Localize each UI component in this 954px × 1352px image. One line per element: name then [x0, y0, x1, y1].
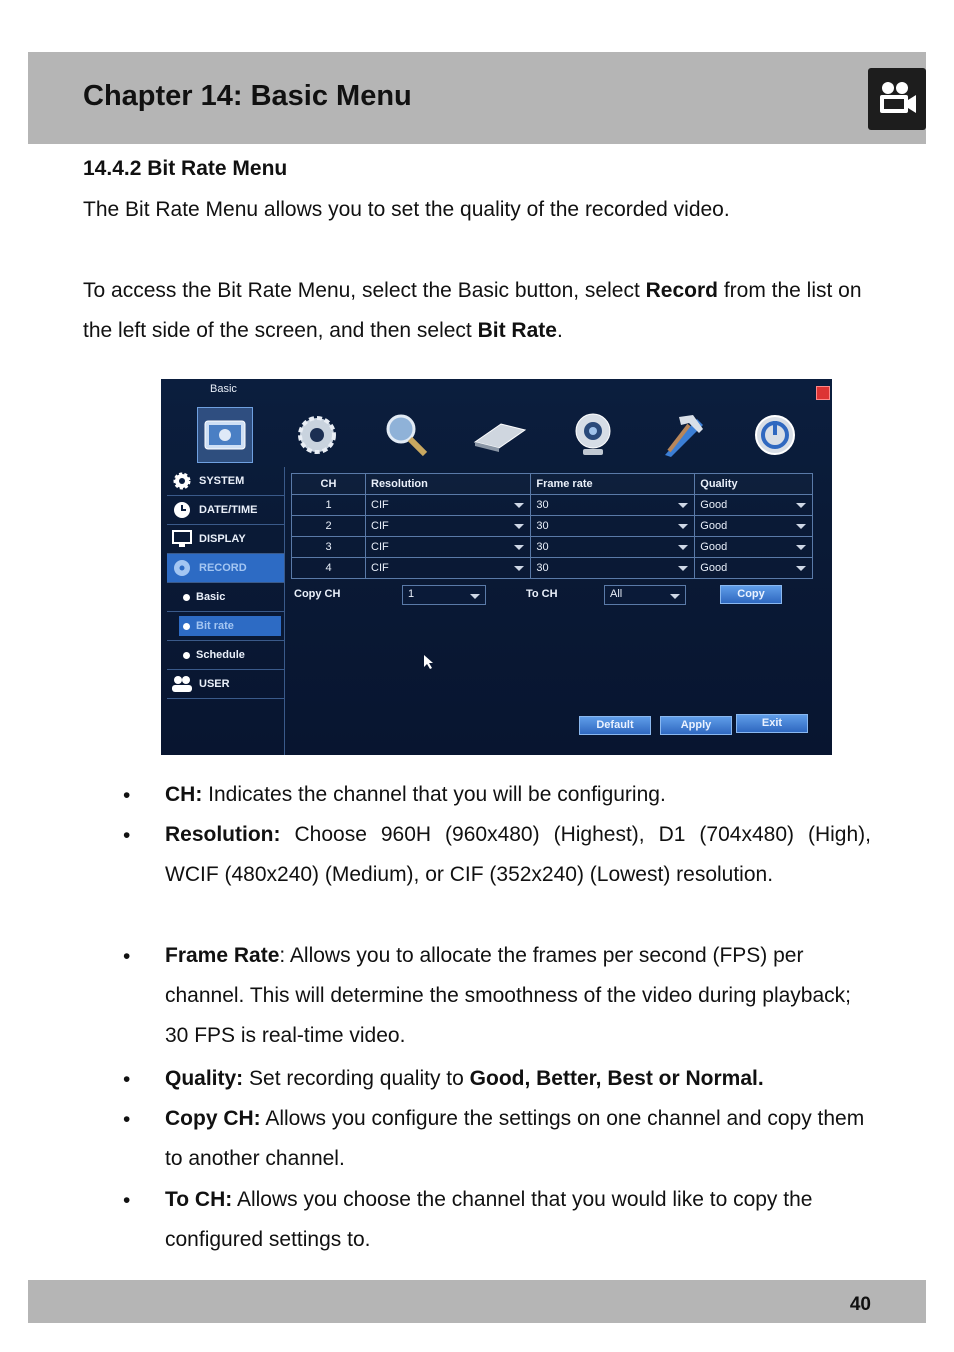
bullet-glyph: • — [123, 784, 131, 807]
bit-rate-menu-screenshot — [161, 379, 832, 755]
table-header-row — [292, 474, 813, 495]
term-values: Good, Better, Best or Normal. — [469, 1067, 764, 1090]
bullet-glyph: • — [123, 1068, 131, 1091]
resolution-select[interactable]: CIF — [366, 516, 531, 537]
nav-user[interactable] — [167, 670, 285, 699]
disc-icon — [171, 558, 193, 578]
nav-system[interactable] — [167, 467, 285, 496]
definition: Indicates the channel that you will be configuring. — [202, 783, 666, 806]
access-paragraph — [83, 271, 873, 351]
resolution-select[interactable]: CIF — [366, 495, 531, 516]
copy-ch-label: Copy CH — [294, 588, 341, 600]
nav-record[interactable] — [167, 554, 285, 583]
access-text-3: . — [556, 319, 563, 342]
quality-select[interactable]: Good — [695, 516, 813, 537]
nav-schedule-label: Schedule — [196, 649, 245, 661]
nav-bitrate-highlight — [179, 616, 281, 636]
clock-icon — [171, 500, 193, 520]
definition: Allows you configure the settings on one channel and copy them to another channel. — [165, 1107, 865, 1170]
definition: Set recording quality to — [243, 1067, 470, 1090]
page-number: 40 — [849, 1294, 871, 1315]
col-frame-rate: Frame rate — [531, 474, 695, 495]
list-item — [165, 815, 871, 895]
search-icon[interactable] — [379, 407, 435, 463]
settings-gear-icon[interactable] — [289, 407, 345, 463]
section-heading: 14.4.2 Bit Rate Menu — [83, 157, 288, 180]
resolution-select[interactable]: CIF — [366, 558, 531, 579]
copy-ch-select[interactable]: 1 — [402, 585, 486, 605]
ch-cell: 3 — [292, 537, 366, 558]
nav-basic[interactable] — [167, 583, 285, 612]
access-text-1: To access the Bit Rate Menu, select the Basic button, select — [83, 279, 646, 302]
access-text-2: from the list on the left side of the screen, and then select — [83, 279, 862, 342]
default-button[interactable]: Default — [579, 716, 651, 735]
nav-user-label: USER — [199, 678, 230, 690]
bullet-glyph: • — [123, 824, 131, 847]
definition: Choose 960H (960x480) (Highest), D1 (704x480) (High), WCIF (480x240) (Medium), or CIF (352x240) (Lowest) resolution. — [165, 823, 871, 886]
intro-paragraph: The Bit Rate Menu allows you to set the quality of the recorded video. — [83, 198, 730, 221]
term: Frame Rate — [165, 944, 280, 967]
to-ch-select[interactable]: All — [604, 585, 686, 605]
bullet-dot — [183, 623, 190, 630]
definition: Allows you choose the channel that you would like to copy the configured settings to. — [165, 1188, 813, 1251]
bullet-glyph: • — [123, 1189, 131, 1212]
ch-cell: 2 — [292, 516, 366, 537]
col-quality: Quality — [695, 474, 813, 495]
term: Resolution: — [165, 823, 281, 846]
page-footer — [28, 1280, 926, 1323]
bullet-dot — [183, 652, 190, 659]
mouse-cursor-icon — [424, 655, 434, 674]
chapter-header — [28, 52, 926, 144]
close-icon[interactable] — [816, 386, 830, 400]
nav-display[interactable] — [167, 525, 285, 554]
ch-cell: 4 — [292, 558, 366, 579]
list-item — [165, 1180, 871, 1260]
nav-display-label: DISPLAY — [199, 533, 246, 545]
ch-cell: 1 — [292, 495, 366, 516]
chapter-title: Chapter 14: Basic Menu — [83, 80, 412, 112]
quality-select[interactable]: Good — [695, 537, 813, 558]
tools-icon[interactable] — [655, 407, 711, 463]
power-icon[interactable] — [747, 407, 803, 463]
nav-schedule[interactable] — [167, 641, 285, 670]
copy-button[interactable]: Copy — [720, 585, 782, 604]
exit-button[interactable]: Exit — [736, 714, 808, 733]
access-record: Record — [645, 279, 718, 302]
toolbar — [161, 401, 832, 467]
list-item — [165, 936, 871, 1056]
basic-icon[interactable] — [197, 407, 253, 463]
frame-rate-select[interactable]: 30 — [531, 537, 695, 558]
apply-button[interactable]: Apply — [660, 716, 732, 735]
term: Copy CH: — [165, 1107, 261, 1130]
copy-row — [294, 585, 814, 607]
col-ch: CH — [292, 474, 366, 495]
frame-rate-select[interactable]: 30 — [531, 516, 695, 537]
video-camera-icon — [868, 68, 926, 130]
term: Quality: — [165, 1067, 244, 1090]
list-item — [165, 775, 871, 815]
bitrate-table — [291, 473, 813, 579]
window-title: Basic — [210, 383, 237, 395]
divider — [284, 467, 285, 755]
gear-icon — [171, 471, 193, 491]
monitor-icon — [171, 529, 193, 549]
bullet-dot — [183, 594, 190, 601]
table-row — [292, 516, 813, 537]
quality-select[interactable]: Good — [695, 558, 813, 579]
hard-drive-icon[interactable] — [471, 407, 527, 463]
bullet-glyph: • — [123, 945, 131, 968]
quality-select[interactable]: Good — [695, 495, 813, 516]
to-ch-label: To CH — [526, 588, 558, 600]
list-item — [165, 1059, 871, 1099]
nav-bitrate[interactable] — [167, 612, 285, 641]
resolution-select[interactable]: CIF — [366, 537, 531, 558]
table-row — [292, 537, 813, 558]
nav-basic-label: Basic — [196, 591, 226, 603]
col-resolution: Resolution — [366, 474, 531, 495]
nav-record-label: RECORD — [199, 562, 247, 574]
webcam-icon[interactable] — [565, 407, 621, 463]
nav-system-label: SYSTEM — [199, 475, 245, 487]
frame-rate-select[interactable]: 30 — [531, 558, 695, 579]
term: CH: — [165, 783, 203, 806]
definition: : Allows you to allocate the frames per second (FPS) per channel. This will determine the smoothness of the video during playback; 30 FPS is real-time video. — [165, 944, 851, 1047]
table-row — [292, 558, 813, 579]
users-icon — [171, 674, 193, 694]
nav-datetime-label: DATE/TIME — [199, 504, 258, 516]
term: To CH: — [165, 1188, 233, 1211]
nav-bitrate-label: Bit rate — [196, 620, 234, 632]
bullet-glyph: • — [123, 1108, 131, 1131]
frame-rate-select[interactable]: 30 — [531, 495, 695, 516]
access-bitrate: Bit Rate — [477, 319, 557, 342]
list-item — [165, 1099, 871, 1179]
nav-datetime[interactable] — [167, 496, 285, 525]
side-menu — [167, 467, 285, 699]
table-row — [292, 495, 813, 516]
